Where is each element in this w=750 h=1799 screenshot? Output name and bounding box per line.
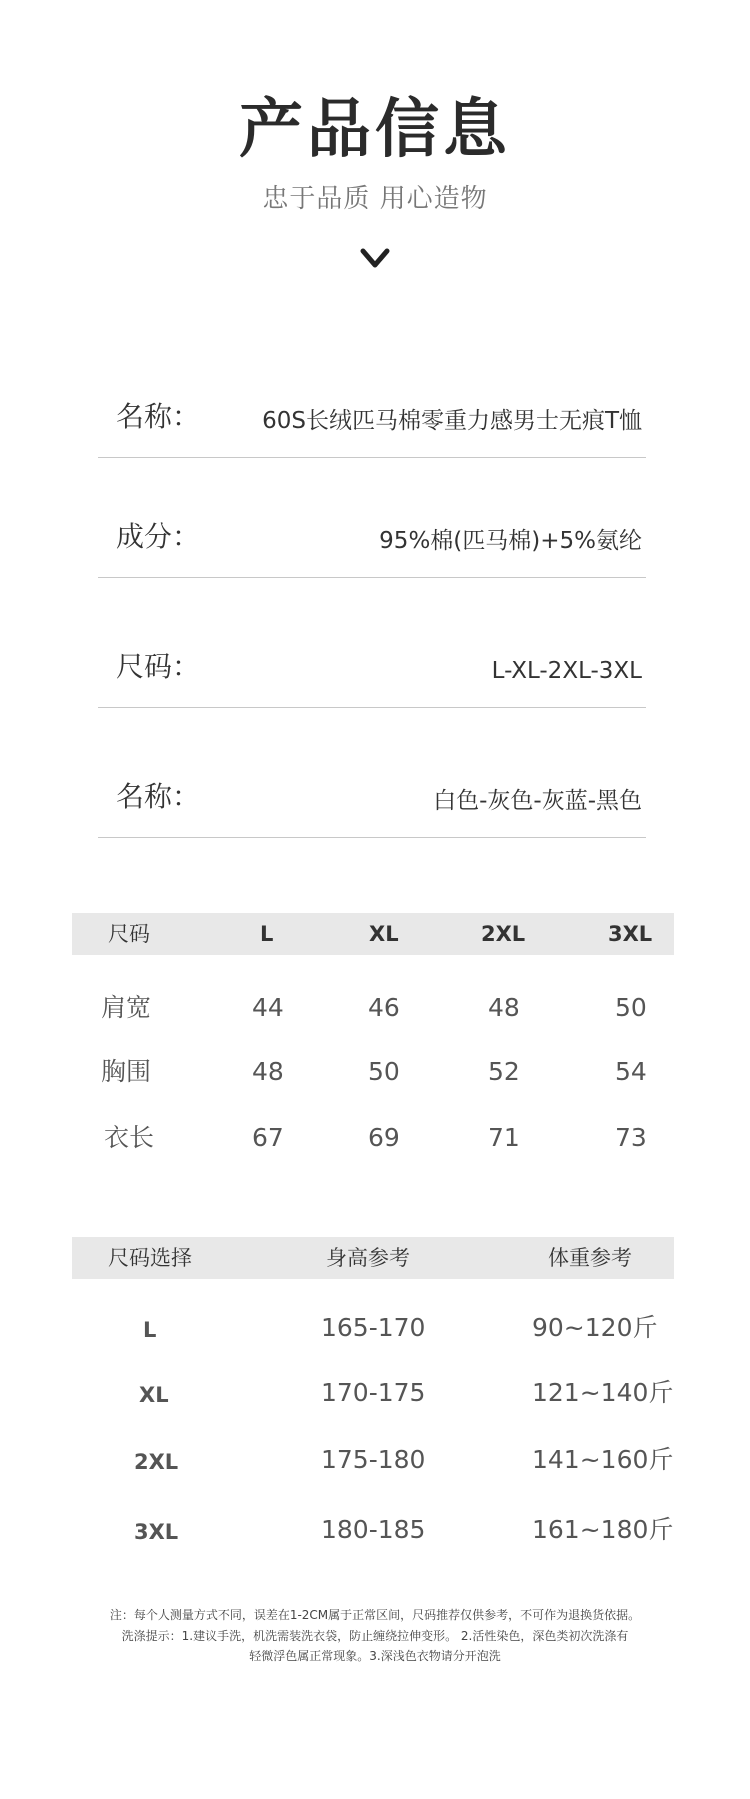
fit-table-header-cell: 身高参考 <box>326 1246 410 1270</box>
size-table-cell: 46 <box>368 993 400 1022</box>
fit-table-header-cell: 尺码选择 <box>108 1246 192 1270</box>
info-value: 60S长绒匹马棉零重力感男士无痕T恤 <box>262 408 642 434</box>
size-table-row-label: 肩宽 <box>101 993 152 1022</box>
info-label: 名称： <box>116 400 201 433</box>
size-table-row-label: 衣长 <box>104 1123 155 1152</box>
fit-table-weight: 161~180斤 <box>532 1515 674 1544</box>
size-table-cell: 71 <box>488 1123 520 1152</box>
size-table-cell: 50 <box>615 993 647 1022</box>
fit-table-size: 3XL <box>134 1520 179 1544</box>
size-table-cell: 48 <box>252 1057 284 1086</box>
info-label: 名称： <box>116 780 201 813</box>
info-row-name <box>98 397 646 458</box>
measurement-note: 注：每个人测量方式不同，误差在1-2CM属于正常区间，尺码推荐仅供参考，不可作为退换货依据。 <box>109 1608 641 1622</box>
info-value: 95%棉(匹马棉)+5%氨纶 <box>379 528 642 554</box>
size-table-row-label: 胸围 <box>101 1057 152 1086</box>
size-table-cell: 54 <box>615 1057 647 1086</box>
size-table-cell: 48 <box>488 993 520 1022</box>
fit-table-height: 175-180 <box>321 1445 426 1474</box>
info-row-size <box>98 647 646 708</box>
chevron-down-icon <box>359 246 391 272</box>
size-table-header-cell: 2XL <box>481 922 526 946</box>
washing-note-cont: 轻微浮色属正常现象。3.深浅色衣物请分开泡洗 <box>249 1649 501 1663</box>
info-label: 尺码： <box>116 650 201 683</box>
info-value: L-XL-2XL-3XL <box>491 658 642 684</box>
size-table-header-cell: L <box>260 922 274 946</box>
page-title: 产品信息 <box>239 93 511 167</box>
fit-table-height: 165-170 <box>321 1313 426 1342</box>
size-table-header-cell: XL <box>369 922 399 946</box>
fit-table-height: 170-175 <box>321 1378 426 1407</box>
size-table-header <box>72 913 674 955</box>
size-table-cell: 50 <box>368 1057 400 1086</box>
fit-table-size: XL <box>139 1383 169 1407</box>
fit-table-height: 180-185 <box>321 1515 426 1544</box>
size-table-cell: 67 <box>252 1123 284 1152</box>
fit-table-size: 2XL <box>134 1450 179 1474</box>
fit-table-header <box>72 1237 674 1279</box>
size-table-header-cell: 3XL <box>608 922 653 946</box>
size-table-cell: 69 <box>368 1123 400 1152</box>
info-row-color <box>98 777 646 838</box>
fit-table-weight: 141~160斤 <box>532 1445 674 1474</box>
size-table-cell: 44 <box>252 993 284 1022</box>
info-label: 成分： <box>116 520 201 553</box>
size-table-header-cell: 尺码 <box>108 922 150 946</box>
page-subtitle: 忠于品质 用心造物 <box>262 184 488 214</box>
info-value: 白色-灰色-灰蓝-黑色 <box>433 788 642 814</box>
fit-table-header-cell: 体重参考 <box>548 1246 632 1270</box>
fit-table-size: L <box>143 1318 157 1342</box>
size-table-cell: 52 <box>488 1057 520 1086</box>
info-row-composition <box>98 517 646 578</box>
size-table-cell: 73 <box>615 1123 647 1152</box>
fit-table-weight: 121~140斤 <box>532 1378 674 1407</box>
washing-note: 洗涤提示：1.建议手洗，机洗需装洗衣袋，防止缠绕拉伸变形。 2.活性染色，深色类初次洗涤有 <box>121 1629 629 1643</box>
fit-table-weight: 90~120斤 <box>532 1313 658 1342</box>
